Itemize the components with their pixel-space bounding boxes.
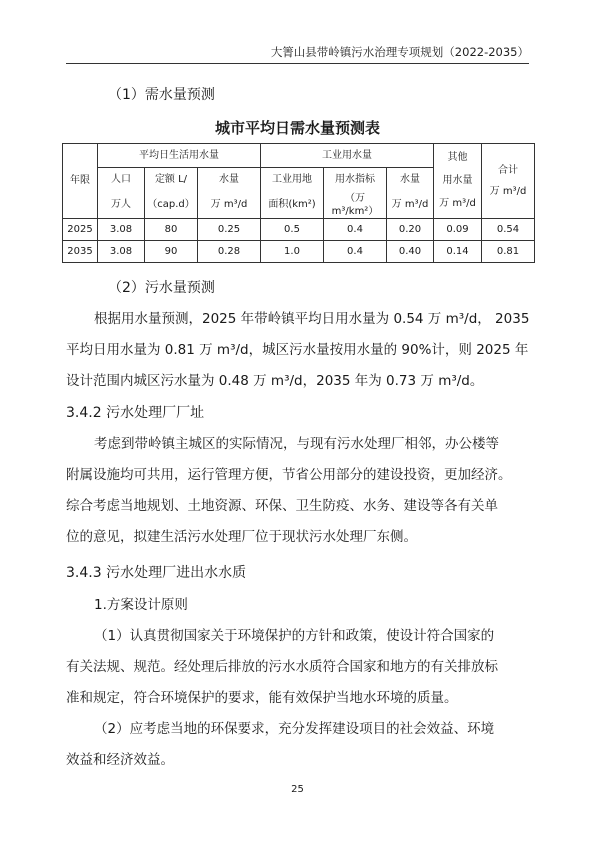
section-water-demand-title: （1）需水量预测 (108, 87, 215, 103)
header-pop: 人口 (98, 168, 145, 192)
table-row: 2025 3.08 80 0.25 0.5 0.4 0.20 0.09 0.54 (63, 218, 535, 240)
header-ind-water-unit: 万 m³/d (387, 192, 434, 219)
header-ind-index-unit: （万 m³/km²） (324, 192, 387, 219)
header-quota-unit: （cap.d） (145, 192, 198, 219)
header-ind-land-unit: 面积(km²) (261, 192, 324, 219)
section-342-title: 3.4.2 污水处理厂厂址 (66, 405, 205, 421)
header-total: 合计 万 m³/d (482, 144, 535, 219)
section-wastewater-title: （2）污水量预测 (108, 280, 215, 296)
running-header: 大箐山县带岭镇污水治理专项规划（2022-2035） (270, 45, 529, 59)
header-domestic-group: 平均日生活用水量 (98, 144, 261, 168)
table-title: 城市平均日需水量预测表 (214, 119, 380, 137)
header-divider (66, 63, 529, 64)
section-343-title: 3.4.3 污水处理厂进出水水质 (66, 565, 247, 581)
header-year: 年限 (63, 144, 98, 219)
header-industrial-group: 工业用水量 (261, 144, 434, 168)
principle-2-paragraph: （2）应考虑当地的环保要求，充分发挥建设项目的社会效益、环境 效益和经济效益。 (66, 721, 495, 768)
principle-1-paragraph: （1）认真贯彻国家关于环境保护的方针和政策，使设计符合国家的 有关法规、规范。经处理后排放的污水水质符合国家和地方的有关排放标 准和规定，符合环境保护的要求，能有效保护当地水环境的质量。 (66, 628, 498, 706)
header-pop-unit: 万人 (98, 192, 145, 219)
header-ind-index: 用水指标 (324, 168, 387, 192)
header-dom-water: 水量 (198, 168, 261, 192)
header-ind-water: 水量 (387, 168, 434, 192)
table-row: 2035 3.08 90 0.28 1.0 0.4 0.40 0.14 0.81 (63, 240, 535, 262)
site-paragraph: 考虑到带岭镇主城区的实际情况，与现有污水处理厂相邻，办公楼等 附属设施均可共用，运行管理方便，节省公用部分的建设投资，更加经济。 综合考虑当地规划、土地资源、环保、卫生防疫、水务、建设等各有关单 位的意见，拟建生活污水处理厂位于现状污水处理厂东侧。 (66, 436, 512, 545)
header-ind-land: 工业用地 (261, 168, 324, 192)
wastewater-paragraph: 根据用水量预测，2025 年带岭镇平均日用水量为 0.54 万 m³/d， 2035 平均日用水量为 0.81 万 m³/d，城区污水量按用水量的 90%计，则 2025 年 设计范围内城区污水量为 0.48 万 m³/d，2035 年为 0.73 万 m³/d。 (66, 311, 530, 389)
page-number: 25 (291, 784, 304, 795)
design-principles-subtitle: 1.方案设计原则 (94, 597, 188, 613)
header-dom-water-unit: 万 m³/d (198, 192, 261, 219)
water-demand-table (62, 143, 535, 263)
header-quota: 定额 L/ (145, 168, 198, 192)
header-other: 其他 用水量 万 m³/d (434, 144, 482, 219)
